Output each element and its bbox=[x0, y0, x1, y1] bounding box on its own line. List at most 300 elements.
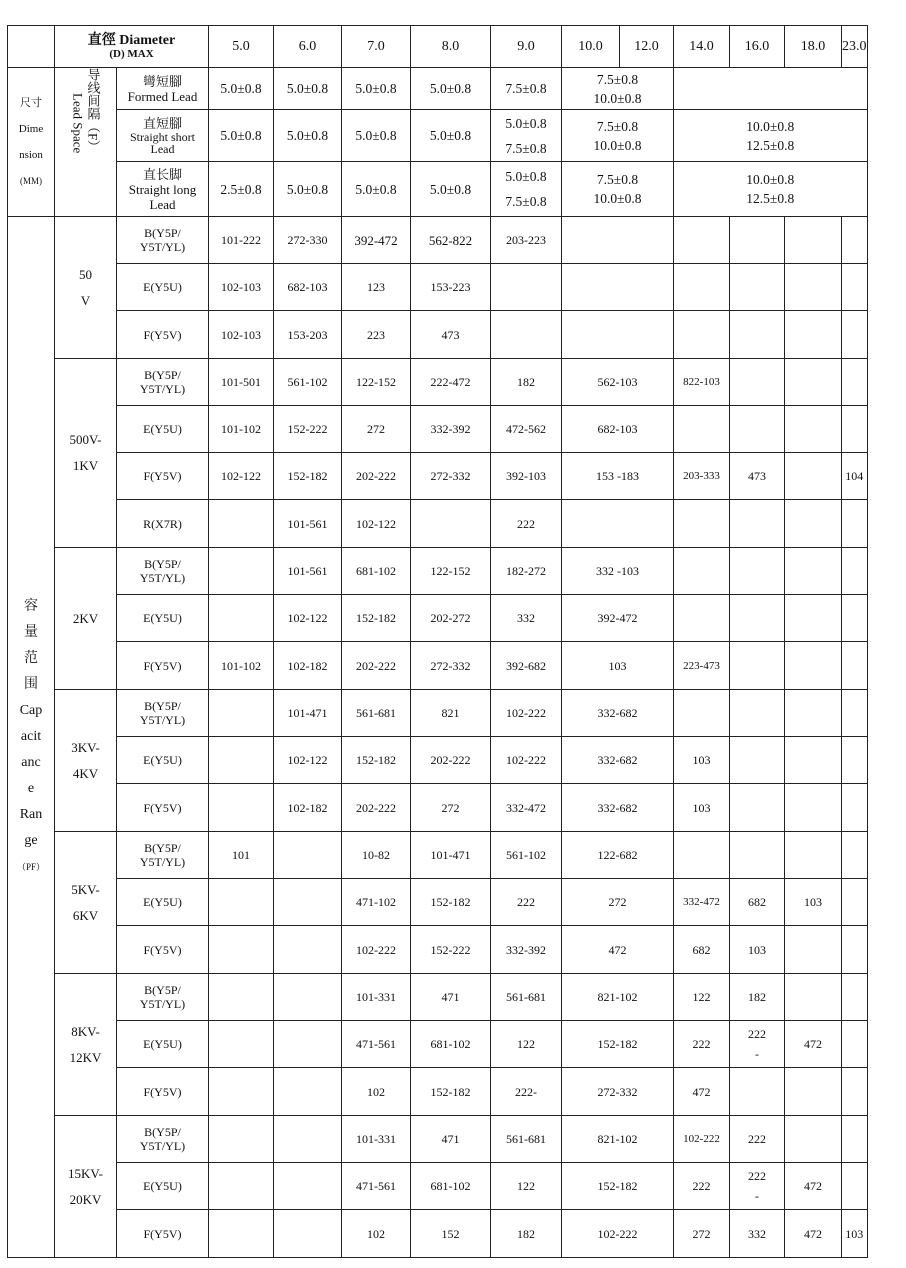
table-cell: 152-222 bbox=[411, 926, 491, 974]
table-cell: 332 -103 bbox=[562, 548, 674, 595]
table-cell: 473 bbox=[411, 311, 491, 359]
table-cell bbox=[209, 1021, 274, 1068]
formed-lead-label bbox=[117, 68, 209, 110]
table-row bbox=[8, 879, 868, 926]
table-cell: 682 bbox=[674, 926, 730, 974]
cell-text: Y5T/YL) bbox=[139, 240, 186, 254]
table-cell bbox=[274, 832, 342, 879]
type-b bbox=[117, 359, 209, 406]
type-f: F(Y5V) bbox=[117, 453, 209, 500]
table-cell bbox=[491, 264, 562, 311]
table-cell: 472 bbox=[674, 1068, 730, 1116]
type-f: F(Y5V) bbox=[117, 784, 209, 832]
cell-text: 量 bbox=[24, 625, 38, 640]
type-b bbox=[117, 690, 209, 737]
table-cell bbox=[274, 974, 342, 1021]
table-cell bbox=[842, 784, 868, 832]
table-cell bbox=[842, 1116, 868, 1163]
table-cell bbox=[674, 162, 868, 217]
table-cell: 101-331 bbox=[342, 1116, 411, 1163]
table-cell: 101-471 bbox=[411, 832, 491, 879]
table-cell: 7.5±0.8 bbox=[491, 68, 562, 110]
table-cell: 471-561 bbox=[342, 1021, 411, 1068]
table-cell: 122-152 bbox=[411, 548, 491, 595]
diameter-cn: 直徑 bbox=[87, 33, 116, 48]
cell-text: 7.5±0.8 bbox=[596, 118, 639, 134]
straight-short-lead-label bbox=[117, 110, 209, 162]
size-9: 9.0 bbox=[491, 26, 562, 68]
table-cell: 222 bbox=[491, 879, 562, 926]
table-cell: 272-330 bbox=[274, 217, 342, 264]
table-cell: 272 bbox=[342, 406, 411, 453]
table-cell bbox=[562, 500, 674, 548]
table-cell: 472 bbox=[785, 1021, 842, 1068]
cell-text: 直短腳 bbox=[142, 116, 182, 131]
table-cell bbox=[842, 264, 868, 311]
table-cell: 471 bbox=[411, 974, 491, 1021]
capacitance-range-label bbox=[8, 217, 55, 1258]
table-cell bbox=[562, 311, 674, 359]
cell-text: B(Y5P/ bbox=[144, 983, 181, 997]
table-cell: 272-332 bbox=[562, 1068, 674, 1116]
table-cell: 101-222 bbox=[209, 217, 274, 264]
type-b bbox=[117, 1116, 209, 1163]
table-cell bbox=[785, 453, 842, 500]
table-cell bbox=[411, 500, 491, 548]
table-row bbox=[8, 974, 868, 1021]
table-cell bbox=[730, 359, 785, 406]
type-e: E(Y5U) bbox=[117, 1163, 209, 1210]
table-cell: 5.0±0.8 bbox=[411, 162, 491, 217]
table-cell: 5.0±0.8 bbox=[342, 162, 411, 217]
table-cell: 202-222 bbox=[411, 737, 491, 784]
table-cell: 101-102 bbox=[209, 642, 274, 690]
cell-text: 彎短腳 bbox=[142, 73, 182, 89]
table-cell bbox=[842, 737, 868, 784]
cell-text: Lead bbox=[149, 196, 176, 212]
table-cell: 101-501 bbox=[209, 359, 274, 406]
table-cell: 103 bbox=[730, 926, 785, 974]
table-cell: 272-332 bbox=[411, 642, 491, 690]
table-cell bbox=[730, 311, 785, 359]
table-cell: 103 bbox=[674, 784, 730, 832]
table-cell: 101-561 bbox=[274, 500, 342, 548]
table-cell bbox=[209, 974, 274, 1021]
table-cell bbox=[842, 500, 868, 548]
table-cell bbox=[562, 264, 674, 311]
table-cell bbox=[674, 110, 868, 162]
table-cell bbox=[674, 832, 730, 879]
table-row bbox=[8, 359, 868, 406]
table-cell: 681-102 bbox=[411, 1163, 491, 1210]
cell-text: anc bbox=[21, 755, 41, 770]
table-cell: 682 bbox=[730, 879, 785, 926]
table-cell: 681-102 bbox=[342, 548, 411, 595]
table-cell: 561-681 bbox=[342, 690, 411, 737]
type-f: F(Y5V) bbox=[117, 311, 209, 359]
cell-text: B(Y5P/ bbox=[144, 226, 181, 240]
table-cell bbox=[562, 68, 674, 110]
type-f: F(Y5V) bbox=[117, 642, 209, 690]
table-cell bbox=[730, 264, 785, 311]
table-cell: 102-222 bbox=[491, 737, 562, 784]
table-cell bbox=[730, 1021, 785, 1068]
table-cell: 102 bbox=[342, 1210, 411, 1258]
cell-text: 围 bbox=[24, 677, 38, 692]
table-cell: 471 bbox=[411, 1116, 491, 1163]
table-cell bbox=[730, 832, 785, 879]
table-cell bbox=[209, 1068, 274, 1116]
table-cell: 152 bbox=[411, 1210, 491, 1258]
table-cell: 102-222 bbox=[674, 1116, 730, 1163]
table-cell: 472 bbox=[562, 926, 674, 974]
type-f: F(Y5V) bbox=[117, 1210, 209, 1258]
table-cell: 102-103 bbox=[209, 311, 274, 359]
straight-short-lead-row bbox=[8, 110, 868, 162]
table-cell: 561-102 bbox=[274, 359, 342, 406]
table-cell bbox=[674, 311, 730, 359]
type-e: E(Y5U) bbox=[117, 595, 209, 642]
table-cell: 222- bbox=[491, 1068, 562, 1116]
cell-text: Ran bbox=[19, 807, 43, 822]
type-f: F(Y5V) bbox=[117, 1068, 209, 1116]
voltage-8kv-12kv bbox=[55, 974, 117, 1116]
cell-text: 12.5±0.8 bbox=[746, 191, 795, 206]
table-cell: 103 bbox=[842, 1210, 868, 1258]
table-cell: 272 bbox=[562, 879, 674, 926]
table-cell bbox=[842, 359, 868, 406]
table-cell bbox=[730, 406, 785, 453]
table-cell bbox=[491, 311, 562, 359]
cell-text: 10.0±0.8 bbox=[593, 191, 642, 206]
table-cell: 152-182 bbox=[342, 737, 411, 784]
table-cell bbox=[785, 832, 842, 879]
table-cell bbox=[730, 690, 785, 737]
cell-text: 5.0±0.8 bbox=[505, 169, 547, 184]
cell-text: 尺寸 bbox=[20, 97, 42, 109]
cell-text: Straight long bbox=[128, 181, 197, 197]
cell-text: 50 bbox=[79, 266, 92, 282]
table-cell: 5.0±0.8 bbox=[411, 110, 491, 162]
table-cell: 392-472 bbox=[342, 217, 411, 264]
table-cell: 222-472 bbox=[411, 359, 491, 406]
table-cell: 392-682 bbox=[491, 642, 562, 690]
table-cell bbox=[274, 926, 342, 974]
cell-text: B(Y5P/ bbox=[144, 841, 181, 855]
table-cell: 101-561 bbox=[274, 548, 342, 595]
table-cell: 562-103 bbox=[562, 359, 674, 406]
lead-space-label bbox=[55, 68, 117, 217]
table-row bbox=[8, 548, 868, 595]
type-b bbox=[117, 548, 209, 595]
table-cell: 122 bbox=[491, 1163, 562, 1210]
diameter-max: (D) MAX bbox=[109, 48, 154, 60]
type-b bbox=[117, 974, 209, 1021]
table-cell bbox=[562, 217, 674, 264]
cell-text: Y5T/YL) bbox=[139, 997, 186, 1011]
table-cell: 272 bbox=[674, 1210, 730, 1258]
cell-text: B(Y5P/ bbox=[144, 557, 181, 571]
table-cell: 153 -183 bbox=[562, 453, 674, 500]
table-cell bbox=[209, 879, 274, 926]
table-cell: 222 bbox=[730, 1116, 785, 1163]
table-cell bbox=[842, 548, 868, 595]
table-cell bbox=[209, 500, 274, 548]
table-cell: 821-102 bbox=[562, 1116, 674, 1163]
table-cell: 182-272 bbox=[491, 548, 562, 595]
table-cell: 152-182 bbox=[274, 453, 342, 500]
table-cell: 203-333 bbox=[674, 453, 730, 500]
table-cell: 5.0±0.8 bbox=[342, 68, 411, 110]
cell-text: 20KV bbox=[69, 1191, 102, 1207]
size-8: 8.0 bbox=[411, 26, 491, 68]
table-cell bbox=[842, 926, 868, 974]
table-cell: 102-182 bbox=[274, 642, 342, 690]
table-cell bbox=[674, 217, 730, 264]
size-5: 5.0 bbox=[209, 26, 274, 68]
voltage-5kv-6kv bbox=[55, 832, 117, 974]
cell-text: 容 bbox=[24, 599, 38, 614]
table-cell bbox=[842, 311, 868, 359]
table-cell: 102-122 bbox=[274, 737, 342, 784]
table-row bbox=[8, 737, 868, 784]
cell-text: 12.5±0.8 bbox=[746, 137, 795, 153]
table-cell bbox=[785, 737, 842, 784]
table-cell bbox=[491, 162, 562, 217]
cell-text bbox=[55, 33, 208, 48]
cell-text: 5.0±0.8 bbox=[505, 115, 547, 131]
type-b bbox=[117, 832, 209, 879]
type-f: F(Y5V) bbox=[117, 926, 209, 974]
cell-text: V bbox=[80, 292, 91, 308]
cell-text: nsion bbox=[19, 149, 43, 161]
table-cell bbox=[209, 784, 274, 832]
table-cell bbox=[785, 264, 842, 311]
table-cell: 101-102 bbox=[209, 406, 274, 453]
cell-text: 7.5±0.8 bbox=[505, 194, 547, 209]
table-cell bbox=[842, 974, 868, 1021]
table-row bbox=[8, 784, 868, 832]
cell-text: acit bbox=[20, 729, 42, 744]
table-cell: 682-103 bbox=[274, 264, 342, 311]
table-cell: 101-471 bbox=[274, 690, 342, 737]
cell-text: Dime bbox=[18, 123, 44, 135]
table-cell: 392-472 bbox=[562, 595, 674, 642]
table-cell: 332 bbox=[730, 1210, 785, 1258]
cell-text: B(Y5P/ bbox=[144, 368, 181, 382]
table-cell: 102-222 bbox=[562, 1210, 674, 1258]
table-cell: 5.0±0.8 bbox=[411, 68, 491, 110]
table-cell bbox=[785, 784, 842, 832]
table-row bbox=[8, 1116, 868, 1163]
table-cell: 102-122 bbox=[209, 453, 274, 500]
table-cell: 472 bbox=[785, 1163, 842, 1210]
table-cell bbox=[674, 264, 730, 311]
table-cell: 472-562 bbox=[491, 406, 562, 453]
table-cell: 272-332 bbox=[411, 453, 491, 500]
table-row bbox=[8, 406, 868, 453]
cell-text: Cap bbox=[19, 703, 43, 718]
corner-blank bbox=[8, 26, 55, 68]
table-cell bbox=[209, 690, 274, 737]
lead-space-cn: 导线间隔（F） bbox=[85, 68, 101, 154]
table-cell bbox=[274, 1021, 342, 1068]
table-cell bbox=[274, 1210, 342, 1258]
table-cell bbox=[842, 217, 868, 264]
table-cell bbox=[730, 784, 785, 832]
table-cell: 561-681 bbox=[491, 974, 562, 1021]
table-cell bbox=[274, 879, 342, 926]
table-row bbox=[8, 1163, 868, 1210]
table-cell: 152-182 bbox=[562, 1021, 674, 1068]
table-cell bbox=[730, 548, 785, 595]
table-cell bbox=[730, 1068, 785, 1116]
cell-text: 7.5±0.8 bbox=[596, 71, 639, 87]
table-cell: 5.0±0.8 bbox=[209, 110, 274, 162]
straight-long-lead-row bbox=[8, 162, 868, 217]
voltage-500v-1kv bbox=[55, 359, 117, 548]
table-cell: 152-182 bbox=[342, 595, 411, 642]
table-row bbox=[8, 832, 868, 879]
table-cell: 122-682 bbox=[562, 832, 674, 879]
cell-text: 12KV bbox=[69, 1049, 102, 1065]
type-e: E(Y5U) bbox=[117, 879, 209, 926]
table-cell: 272 bbox=[411, 784, 491, 832]
table-cell bbox=[209, 1210, 274, 1258]
table-cell bbox=[730, 500, 785, 548]
table-cell bbox=[785, 548, 842, 595]
table-cell: 223-473 bbox=[674, 642, 730, 690]
table-cell bbox=[842, 1021, 868, 1068]
table-cell: 332-472 bbox=[491, 784, 562, 832]
table-cell: 202-272 bbox=[411, 595, 491, 642]
table-cell: 104 bbox=[842, 453, 868, 500]
table-cell: 332-392 bbox=[491, 926, 562, 974]
table-row bbox=[8, 1021, 868, 1068]
table-row bbox=[8, 1210, 868, 1258]
table-cell: 5.0±0.8 bbox=[342, 110, 411, 162]
table-cell bbox=[674, 690, 730, 737]
diameter-header-cell bbox=[55, 26, 209, 68]
table-cell bbox=[209, 926, 274, 974]
table-row bbox=[8, 311, 868, 359]
table-cell: 471-102 bbox=[342, 879, 411, 926]
cell-text: Y5T/YL) bbox=[139, 855, 186, 869]
cell-text: B(Y5P/ bbox=[144, 699, 181, 713]
size-10: 10.0 bbox=[562, 26, 620, 68]
cell-text: Straight short bbox=[130, 130, 195, 144]
table-cell bbox=[209, 548, 274, 595]
table-cell: 222 bbox=[491, 500, 562, 548]
table-cell bbox=[785, 595, 842, 642]
table-cell: 682-103 bbox=[562, 406, 674, 453]
table-cell: 5.0±0.8 bbox=[274, 162, 342, 217]
cell-text: Y5T/YL) bbox=[139, 382, 186, 396]
table-cell bbox=[209, 1116, 274, 1163]
table-cell: 681-102 bbox=[411, 1021, 491, 1068]
table-row bbox=[8, 500, 868, 548]
cell-text: e bbox=[27, 781, 35, 796]
table-cell bbox=[674, 500, 730, 548]
cell-text: ge bbox=[24, 833, 38, 848]
type-b bbox=[117, 217, 209, 264]
table-row bbox=[8, 690, 868, 737]
cell-text: 直长脚 bbox=[142, 166, 182, 182]
cell-text: 10.0±0.8 bbox=[593, 137, 642, 153]
table-cell bbox=[842, 406, 868, 453]
table-cell: 472 bbox=[785, 1210, 842, 1258]
cell-text: 7.5±0.8 bbox=[505, 140, 547, 156]
type-e: E(Y5U) bbox=[117, 1021, 209, 1068]
cell-text: 范 bbox=[24, 651, 38, 666]
table-cell bbox=[842, 595, 868, 642]
table-cell bbox=[209, 737, 274, 784]
table-cell: 332-392 bbox=[411, 406, 491, 453]
cell-text: 222 bbox=[748, 1027, 766, 1041]
straight-long-lead-label bbox=[117, 162, 209, 217]
cell-text: 10.0±0.8 bbox=[746, 118, 795, 134]
table-cell: 202-222 bbox=[342, 784, 411, 832]
diameter-header-row bbox=[8, 26, 868, 68]
type-r: R(X7R) bbox=[117, 500, 209, 548]
table-row bbox=[8, 642, 868, 690]
table-cell bbox=[730, 1163, 785, 1210]
table-cell: 821 bbox=[411, 690, 491, 737]
table-cell bbox=[785, 974, 842, 1021]
table-cell: 202-222 bbox=[342, 453, 411, 500]
table-cell bbox=[730, 642, 785, 690]
cell-text: 15KV- bbox=[68, 1165, 103, 1181]
lead-space-en: Lead Space bbox=[70, 92, 86, 154]
table-cell bbox=[842, 1163, 868, 1210]
size-16: 16.0 bbox=[730, 26, 785, 68]
cell-text: (MM) bbox=[20, 176, 42, 186]
cell-text: 8KV- bbox=[71, 1023, 100, 1039]
voltage-50v bbox=[55, 217, 117, 359]
table-cell: 102-122 bbox=[342, 500, 411, 548]
table-cell: 103 bbox=[562, 642, 674, 690]
table-cell: 152-182 bbox=[411, 1068, 491, 1116]
table-cell bbox=[674, 595, 730, 642]
voltage-2kv: 2KV bbox=[55, 548, 117, 690]
cell-text: 10.0±0.8 bbox=[746, 172, 795, 187]
table-cell: 223 bbox=[342, 311, 411, 359]
dimension-label bbox=[8, 68, 55, 217]
table-cell: 222 bbox=[674, 1021, 730, 1068]
cell-text: Y5T/YL) bbox=[139, 713, 186, 727]
table-cell: 182 bbox=[491, 359, 562, 406]
formed-lead-row bbox=[8, 68, 868, 110]
table-cell: 123 bbox=[342, 264, 411, 311]
size-6: 6.0 bbox=[274, 26, 342, 68]
table-cell: 202-222 bbox=[342, 642, 411, 690]
table-cell bbox=[562, 162, 674, 217]
table-cell: 561-681 bbox=[491, 1116, 562, 1163]
cell-text: （PF） bbox=[16, 862, 45, 872]
table-cell bbox=[842, 642, 868, 690]
type-e: E(Y5U) bbox=[117, 737, 209, 784]
table-cell: 102 bbox=[342, 1068, 411, 1116]
cell-text: - bbox=[755, 1047, 759, 1061]
table-cell bbox=[785, 311, 842, 359]
cell-text: Formed Lead bbox=[127, 88, 198, 104]
type-e: E(Y5U) bbox=[117, 264, 209, 311]
table-cell: 102-182 bbox=[274, 784, 342, 832]
table-cell bbox=[274, 1068, 342, 1116]
table-cell: 5.0±0.8 bbox=[274, 110, 342, 162]
cell-text: 6KV bbox=[72, 907, 99, 923]
size-12: 12.0 bbox=[620, 26, 674, 68]
